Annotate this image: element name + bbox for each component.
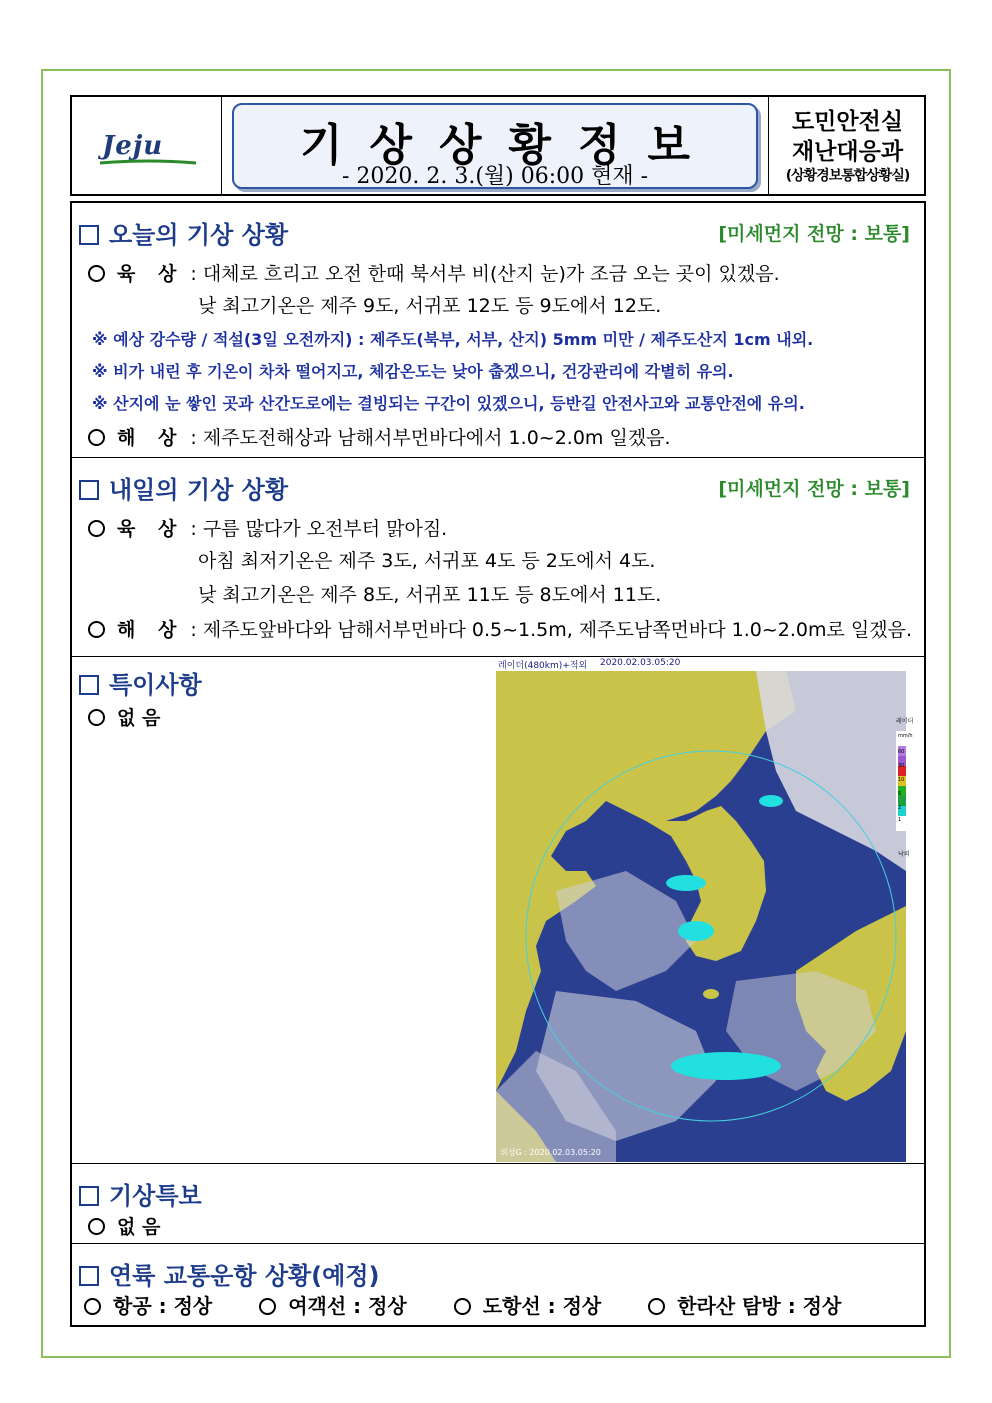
traffic-item-air: 항공 : 정상 [84, 1290, 212, 1319]
tomorrow-pm-outlook: [미세먼지 전망 : 보통] [718, 478, 910, 500]
today-title: 오늘의 기상 상황 [79, 215, 288, 250]
special-section [72, 657, 924, 1164]
checkbox-icon [79, 1186, 99, 1206]
circle-bullet-icon [88, 709, 105, 726]
svg-text:1: 1 [898, 817, 902, 823]
page-title: 기상상황정보 [299, 120, 718, 171]
traffic-section [72, 1244, 924, 1325]
special-title: 특이사항 [79, 665, 202, 700]
tomorrow-section [72, 458, 924, 657]
tomorrow-land-line-2: 아침 최저기온은 제주 3도, 서귀포 4도 등 2도에서 4도. [198, 550, 656, 572]
svg-text:레이더: 레이더 [896, 718, 914, 725]
warning-item: 없 음 [88, 1212, 160, 1239]
svg-text:30: 30 [898, 763, 905, 769]
document-header [70, 95, 926, 196]
svg-text:mm/h: mm/h [898, 733, 913, 739]
today-pm-outlook: [미세먼지 전망 : 보통] [718, 223, 910, 245]
tomorrow-sea-line: 해 상 : 제주도앞바다와 남해서부먼바다 0.5~1.5m, 제주도남쪽먼바다 1.0~2.0m로 일겠음. [88, 615, 912, 642]
jeju-logo: Jeju [102, 131, 164, 161]
svg-text:위성G : 2020.02.03.05:20: 위성G : 2020.02.03.05:20 [500, 1148, 601, 1157]
tomorrow-land-line-1: 육 상 : 구름 많다가 오전부터 맑아짐. [88, 514, 447, 541]
title-box [232, 103, 758, 189]
today-land-line-1: 육 상 : 대체로 흐리고 오전 한때 북서부 비(산지 눈)가 조금 오는 곳이 있겠음. [88, 259, 780, 286]
department-line-2: 재난대응과 [791, 139, 904, 165]
circle-bullet-icon [88, 265, 105, 282]
traffic-item-ferry: 여객선 : 정상 [259, 1290, 407, 1319]
radar-satellite-image [496, 657, 914, 1162]
checkbox-icon [79, 1266, 99, 1286]
svg-text:60: 60 [898, 749, 905, 755]
circle-bullet-icon [88, 520, 105, 537]
svg-text:10: 10 [898, 777, 905, 783]
today-section [72, 203, 924, 458]
today-sea-line: 해 상 : 제주도전해상과 남해서부먼바다에서 1.0~2.0m 일겠음. [88, 423, 671, 450]
circle-bullet-icon [88, 621, 105, 638]
checkbox-icon [79, 675, 99, 695]
today-note-1: ※ 예상 강수량 / 적설(3일 오전까지) : 제주도(북부, 서부, 산지) 5mm 미만 / 제주도산지 1cm 내외. [92, 330, 814, 349]
department-cell [768, 97, 926, 194]
tomorrow-title: 내일의 기상 상황 [79, 470, 288, 505]
warning-title: 기상특보 [79, 1176, 202, 1211]
circle-bullet-icon [88, 1218, 105, 1235]
tomorrow-land-line-3: 낮 최고기온은 제주 8도, 서귀포 11도 등 8도에서 11도. [198, 584, 662, 606]
traffic-status-row [84, 1290, 881, 1319]
traffic-item-hallasan: 한라산 탐방 : 정상 [648, 1290, 841, 1319]
circle-bullet-icon [259, 1298, 276, 1315]
circle-bullet-icon [84, 1298, 101, 1315]
main-table [70, 201, 926, 1327]
checkbox-icon [79, 480, 99, 500]
report-date: - 2020. 2. 3.(월) 06:00 현재 - [341, 164, 649, 189]
logo-cell [72, 97, 222, 194]
circle-bullet-icon [88, 429, 105, 446]
today-note-3: ※ 산지에 눈 쌓인 곳과 산간도로에는 결빙되는 구간이 있겠으니, 등반길 안전사고와 교통안전에 유의. [92, 394, 805, 413]
svg-text:2: 2 [898, 805, 902, 811]
warning-section [72, 1164, 924, 1244]
radar-header: 레이더(480km)+적외 2020.02.03.05:20 [498, 658, 681, 671]
special-item: 없 음 [88, 703, 160, 730]
today-note-2: ※ 비가 내린 후 기온이 차차 떨어지고, 체감온도는 낮아 춥겠으니, 건강관리에 각별히 유의. [92, 362, 734, 381]
svg-text:5: 5 [898, 791, 902, 797]
checkbox-icon [79, 225, 99, 245]
svg-text:낙뢰: 낙뢰 [898, 851, 910, 858]
circle-bullet-icon [648, 1298, 665, 1315]
logo-swoosh-icon [98, 159, 198, 167]
department-line-3: (상황경보통합상황실) [785, 168, 910, 184]
circle-bullet-icon [454, 1298, 471, 1315]
department-line-1: 도민안전실 [791, 109, 904, 135]
today-land-line-2: 낮 최고기온은 제주 9도, 서귀포 12도 등 9도에서 12도. [198, 295, 662, 317]
radar-map [496, 671, 914, 1162]
traffic-title: 연륙 교통운항 상황(예정) [79, 1256, 380, 1291]
traffic-item-island-ferry: 도항선 : 정상 [454, 1290, 602, 1319]
